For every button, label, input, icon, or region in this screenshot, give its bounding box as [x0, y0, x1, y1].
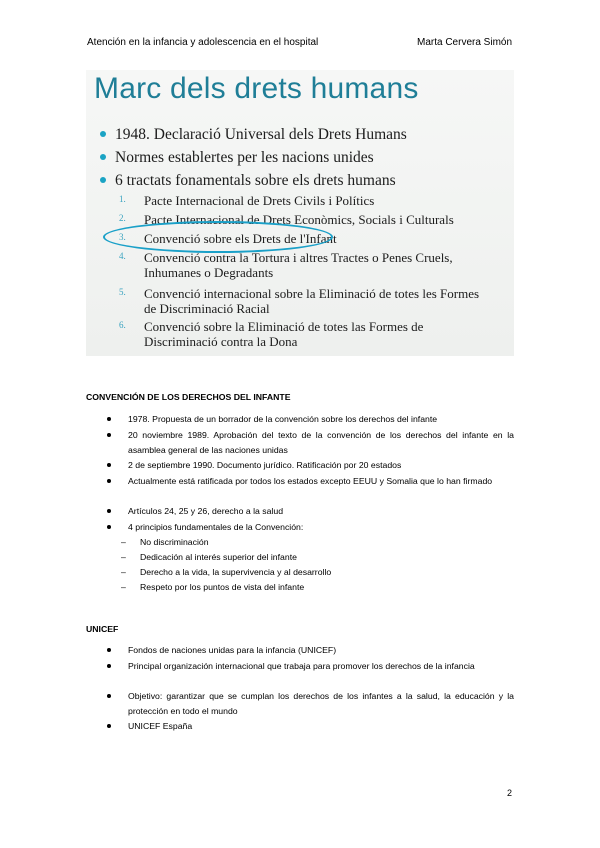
slide-bullet: Normes establertes per les nacions unides	[100, 149, 374, 167]
header-right: Marta Cervera Simón	[417, 37, 513, 48]
section-title-unicef: UNICEF	[86, 624, 119, 634]
section-title-convencion: CONVENCIÓN DE LOS DERECHOS DEL INFANTE	[86, 392, 291, 402]
bullet-dot-icon	[100, 177, 106, 183]
slide-bullet: 6 tractats fonamentals sobre els drets humans	[100, 172, 396, 190]
page-number: 2	[507, 788, 513, 798]
bullet-dot-icon	[100, 131, 106, 137]
slide-title: Marc dels drets humans	[94, 72, 419, 105]
header-left: Atención en la infancia y adolescencia en el hospital	[87, 37, 319, 48]
slide-bullet: 1948. Declaració Universal dels Drets Humans	[100, 126, 407, 144]
slide-image: Marc dels drets humans 1948. Declaració Universal dels Drets Humans Normes establertes per les nacions unides 6 tractats fonamentals sobre els drets humans 1. Pacte Internacional de Drets Civils i Polítics 2. Pacte Internacional de Drets Econòmics, Socials i Culturals 3. Convenció sobre els Drets de l'Infant 4. Convenció contra la Tortura i altres Tractes o Penes Cruels, Inhumanes o Degradants 5. Convenció internacional sobre la Eliminació de totes les Formes de Discriminació Racial 6. Convenció sobre la Eliminació de totes las Formes de Discriminació contra la Dona	[86, 70, 514, 356]
bullet-dot-icon	[100, 154, 106, 160]
highlight-oval	[103, 221, 333, 253]
